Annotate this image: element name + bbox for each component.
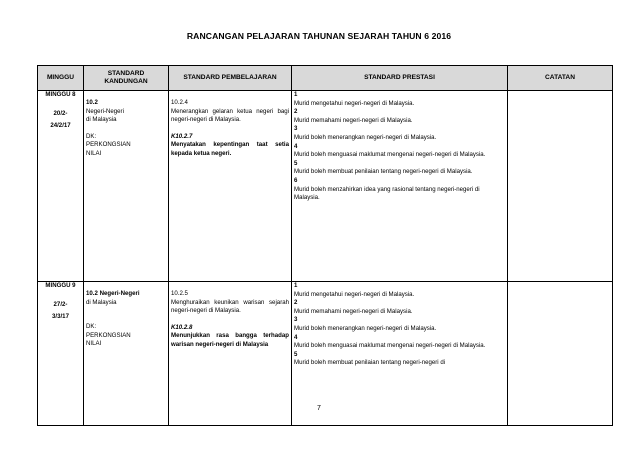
week-label: MINGGU 8 <box>45 91 76 98</box>
k-text: Menyatakan kepentingan taat setia kepada ketua negeri. <box>171 141 289 157</box>
dk-value-2: NILAI <box>86 340 102 348</box>
prestasi-text: Murid boleh menerangkan negeri-negeri di Malaysia. <box>294 133 437 141</box>
sp-text: Menerangkan gelaran ketua negeri bagi negeri-negeri di Malaysia. <box>171 107 289 124</box>
prestasi-text: Murid boleh menguasai maklumat mengenai negeri-negeri di Malaysia. <box>294 151 486 159</box>
prestasi-level: 3 <box>294 316 298 324</box>
standard-prestasi-cell <box>292 282 508 426</box>
table-header-row <box>38 66 613 91</box>
prestasi-level: 1 <box>294 91 298 98</box>
page-number: 7 <box>317 405 321 412</box>
header-catatan: CATATAN <box>508 66 613 91</box>
lesson-plan-table <box>37 65 613 426</box>
prestasi-text: Murid boleh membuat penilaian tentang negeri-negeri di Malaysia. <box>294 168 473 176</box>
dk-value-1: PERKONGSIAN <box>86 141 131 149</box>
dk-value-2: NILAI <box>86 149 102 157</box>
prestasi-level: 3 <box>294 125 298 133</box>
prestasi-level: 5 <box>294 159 298 167</box>
header-minggu: MINGGU <box>38 66 84 91</box>
k-text: Menunjukkan rasa bangga terhadap warisan negeri-negeri di Malaysia <box>171 332 289 348</box>
k-code: K10.2.7 <box>171 132 193 140</box>
standard-pembelajaran-cell <box>169 282 292 426</box>
prestasi-level: 2 <box>294 299 298 307</box>
week-label: MINGGU 9 <box>45 282 76 289</box>
prestasi-level: 1 <box>294 282 298 289</box>
standard-kandungan-cell <box>84 91 169 282</box>
week-date-start: 20/2- <box>53 109 68 117</box>
week-cell <box>38 91 84 282</box>
prestasi-text: Murid mengetahui negeri-negeri di Malaysia. <box>294 99 415 107</box>
prestasi-text: Murid memahami negeri-negeri di Malaysia. <box>294 116 413 124</box>
standard-kandungan-cell <box>84 282 169 426</box>
k-code: K10.2.8 <box>171 323 193 331</box>
prestasi-text: Murid boleh membuat penilaian tentang negeri-negeri di <box>294 359 446 367</box>
week-date-end: 24/2/17 <box>50 122 71 130</box>
header-standard-pembelajaran: STANDARD PEMBELAJARAN <box>169 66 292 91</box>
document-title: RANCANGAN PELAJARAN TAHUNAN SEJARAH TAHUN 6 2016 <box>186 31 452 41</box>
sk-sub: di Malaysia <box>86 298 117 306</box>
catatan-cell <box>508 282 613 426</box>
sp-code: 10.2.5 <box>171 290 188 297</box>
prestasi-level: 6 <box>294 176 298 184</box>
prestasi-level: 5 <box>294 350 298 358</box>
prestasi-level: 2 <box>294 108 298 116</box>
standard-pembelajaran-cell <box>169 91 292 282</box>
header-standard-prestasi: STANDARD PRESTASI <box>292 66 508 91</box>
sp-text: Menghuraikan keunikan warisan sejarah negeri-negeri di Malaysia. <box>171 298 289 315</box>
catatan-cell <box>508 91 613 282</box>
sk-sub: di Malaysia <box>86 116 117 124</box>
dk-label: DK: <box>86 132 97 140</box>
sp-code: 10.2.4 <box>171 99 188 106</box>
prestasi-text: Murid boleh menguasai maklumat mengenai negeri-negeri di Malaysia. <box>294 342 486 350</box>
prestasi-text: Murid memahami negeri-negeri di Malaysia. <box>294 307 413 315</box>
header-standard-kandungan: STANDARD KANDUNGAN <box>84 66 169 91</box>
prestasi-text: Murid mengetahui negeri-negeri di Malaysia. <box>294 290 415 298</box>
dk-value-1: PERKONGSIAN <box>86 331 131 339</box>
sk-title: Negeri-Negeri <box>86 107 124 115</box>
table-row <box>38 91 613 282</box>
week-date-end: 3/3/17 <box>52 313 69 321</box>
prestasi-level: 4 <box>294 142 298 150</box>
prestasi-text: Murid boleh menzahirkan idea yang rasional tentang negeri-negeri di Malaysia. <box>294 185 480 202</box>
standard-prestasi-cell <box>292 91 508 282</box>
prestasi-text: Murid boleh menerangkan negeri-negeri di Malaysia. <box>294 324 437 332</box>
dk-label: DK: <box>86 323 97 331</box>
week-cell <box>38 282 84 426</box>
prestasi-level: 4 <box>294 333 298 341</box>
sk-code: 10.2 Negeri-Negeri <box>86 290 140 297</box>
week-date-start: 27/2- <box>53 300 68 308</box>
table-row <box>38 282 613 426</box>
sk-code: 10.2 <box>86 99 98 106</box>
